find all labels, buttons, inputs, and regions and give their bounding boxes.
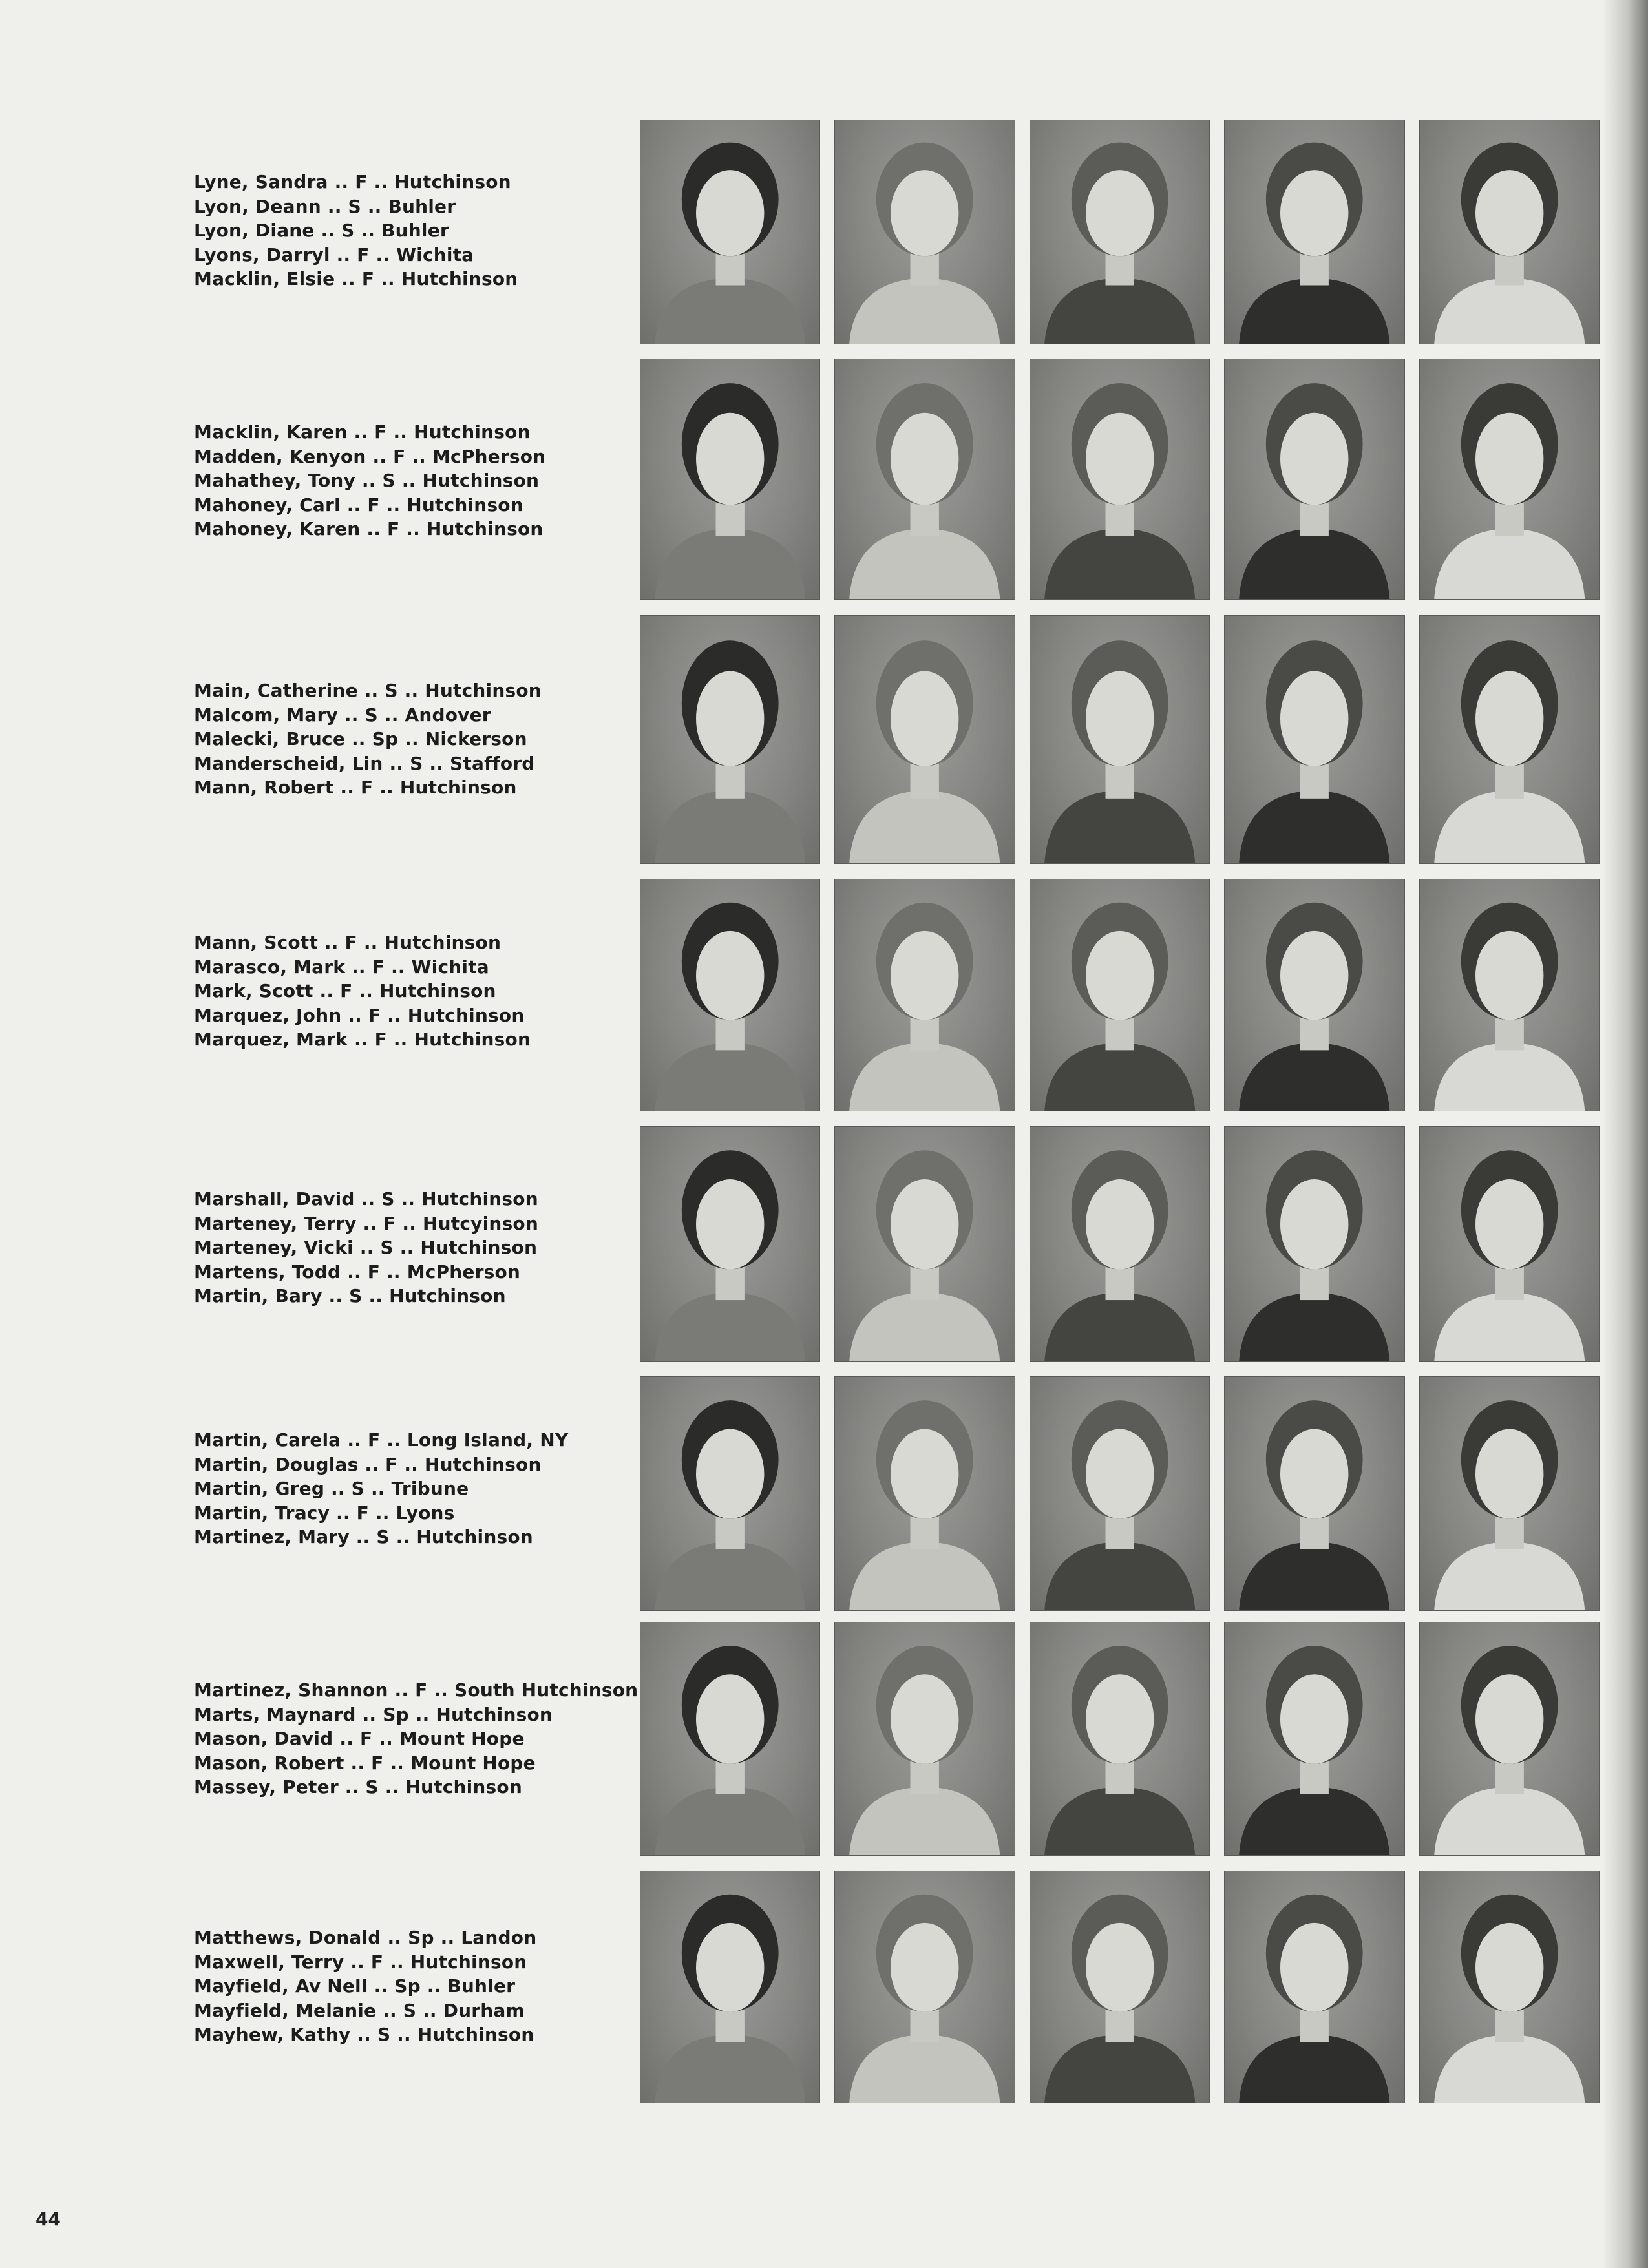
student-name: Malcom, Mary .. S .. Andover <box>194 704 491 726</box>
student-portrait <box>1419 1622 1600 1856</box>
portrait-silhouette <box>1030 1871 1209 2103</box>
student-name: Mahathey, Tony .. S .. Hutchinson <box>194 470 540 491</box>
student-name: Marquez, John .. F .. Hutchinson <box>194 1004 525 1026</box>
portrait-silhouette <box>835 616 1014 863</box>
student-name: Martin, Carela .. F .. Long Island, NY <box>194 1429 569 1451</box>
student-portrait <box>640 359 820 600</box>
student-portrait <box>1030 1622 1210 1856</box>
portrait-silhouette <box>835 1622 1014 1855</box>
portrait-silhouette <box>1225 359 1404 599</box>
name-list-row-6 <box>194 1428 633 1549</box>
portrait-silhouette <box>640 120 819 344</box>
portrait-silhouette <box>1225 1622 1404 1855</box>
student-portrait <box>1030 359 1210 600</box>
student-portrait <box>1030 1376 1210 1611</box>
student-portrait <box>1419 615 1600 864</box>
student-name: Massey, Peter .. S .. Hutchinson <box>194 1776 522 1798</box>
student-name: Marshall, David .. S .. Hutchinson <box>194 1188 538 1210</box>
student-portrait <box>640 1622 820 1856</box>
name-list-row-3 <box>194 678 633 800</box>
name-list-row-7 <box>194 1678 639 1800</box>
student-name: Mahoney, Karen .. F .. Hutchinson <box>194 518 544 540</box>
portrait-silhouette <box>1420 120 1599 344</box>
photo-row-1 <box>640 120 1600 344</box>
student-name: Lyon, Diane .. S .. Buhler <box>194 220 449 241</box>
student-portrait <box>1224 1376 1404 1611</box>
student-portrait <box>1224 879 1404 1111</box>
student-name: Mann, Robert .. F .. Hutchinson <box>194 777 517 798</box>
name-list-row-5 <box>194 1187 633 1308</box>
student-name: Madden, Kenyon .. F .. McPherson <box>194 445 546 467</box>
student-portrait <box>1030 615 1210 864</box>
student-name: Lyne, Sandra .. F .. Hutchinson <box>194 171 511 193</box>
student-portrait <box>1419 359 1600 600</box>
student-name: Lyons, Darryl .. F .. Wichita <box>194 244 474 266</box>
photo-row-5 <box>640 1126 1600 1362</box>
student-name: Macklin, Elsie .. F .. Hutchinson <box>194 268 518 289</box>
portrait-silhouette <box>835 1871 1014 2103</box>
portrait-silhouette <box>1030 616 1209 863</box>
student-portrait <box>1419 120 1600 344</box>
student-name: Martinez, Mary .. S .. Hutchinson <box>194 1526 533 1548</box>
student-portrait <box>1030 1126 1210 1362</box>
student-portrait <box>1030 1871 1210 2103</box>
portrait-silhouette <box>1030 120 1209 344</box>
student-name: Macklin, Karen .. F .. Hutchinson <box>194 421 531 443</box>
portrait-silhouette <box>640 1871 819 2103</box>
portrait-silhouette <box>1030 1127 1209 1361</box>
student-portrait <box>1224 120 1404 344</box>
student-name: Martin, Bary .. S .. Hutchinson <box>194 1285 506 1307</box>
student-name: Maxwell, Terry .. F .. Hutchinson <box>194 1951 527 1973</box>
student-portrait <box>834 615 1015 864</box>
portrait-silhouette <box>835 1377 1014 1610</box>
portrait-silhouette <box>1420 1377 1599 1610</box>
student-name: Mahoney, Carl .. F .. Hutchinson <box>194 494 523 516</box>
student-name: Marasco, Mark .. F .. Wichita <box>194 956 489 978</box>
student-portrait <box>640 1871 820 2103</box>
name-list-row-4 <box>194 930 633 1052</box>
student-portrait <box>834 359 1015 600</box>
student-name: Marteney, Vicki .. S .. Hutchinson <box>194 1237 538 1258</box>
student-portrait <box>1224 1126 1404 1362</box>
student-portrait <box>1419 1126 1600 1362</box>
student-portrait <box>640 1376 820 1611</box>
portrait-silhouette <box>835 359 1014 599</box>
student-portrait <box>640 615 820 864</box>
portrait-silhouette <box>1225 616 1404 863</box>
photo-row-2 <box>640 359 1600 600</box>
page-number: 44 <box>36 2209 61 2230</box>
portrait-silhouette <box>1420 616 1599 863</box>
binding-shadow <box>1603 0 1648 2268</box>
student-name: Mayfield, Melanie .. S .. Durham <box>194 1999 525 2021</box>
student-name: Mason, David .. F .. Mount Hope <box>194 1728 525 1749</box>
portrait-silhouette <box>1030 359 1209 599</box>
student-name: Mann, Scott .. F .. Hutchinson <box>194 932 502 953</box>
student-name: Manderscheid, Lin .. S .. Stafford <box>194 752 535 774</box>
student-name: Lyon, Deann .. S .. Buhler <box>194 195 456 217</box>
student-portrait <box>1030 879 1210 1111</box>
student-name: Martin, Douglas .. F .. Hutchinson <box>194 1453 542 1475</box>
student-portrait <box>1030 120 1210 344</box>
name-list-row-1 <box>194 170 633 291</box>
portrait-silhouette <box>1420 1127 1599 1361</box>
student-portrait <box>640 120 820 344</box>
name-list-row-8 <box>194 1926 633 2047</box>
student-portrait <box>1224 615 1404 864</box>
student-name: Martinez, Shannon .. F .. South Hutchinson <box>194 1679 639 1701</box>
portrait-silhouette <box>640 616 819 863</box>
portrait-silhouette <box>1225 879 1404 1111</box>
student-portrait <box>640 879 820 1111</box>
portrait-silhouette <box>640 359 819 599</box>
student-portrait <box>1419 1871 1600 2103</box>
portrait-silhouette <box>835 879 1014 1111</box>
student-name: Malecki, Bruce .. Sp .. Nickerson <box>194 728 527 750</box>
student-name: Mayhew, Kathy .. S .. Hutchinson <box>194 2024 534 2045</box>
portrait-silhouette <box>640 1377 819 1610</box>
student-portrait <box>834 1871 1015 2103</box>
student-name: Main, Catherine .. S .. Hutchinson <box>194 680 542 701</box>
student-portrait <box>834 1376 1015 1611</box>
student-name: Martin, Greg .. S .. Tribune <box>194 1478 469 1499</box>
portrait-silhouette <box>640 879 819 1111</box>
student-name: Matthews, Donald .. Sp .. Landon <box>194 1927 537 1948</box>
student-portrait <box>834 120 1015 344</box>
student-portrait <box>1419 1376 1600 1611</box>
student-portrait <box>640 1126 820 1362</box>
portrait-silhouette <box>1225 1127 1404 1361</box>
portrait-silhouette <box>1225 1377 1404 1610</box>
portrait-silhouette <box>1420 359 1599 599</box>
student-portrait <box>834 879 1015 1111</box>
portrait-silhouette <box>835 1127 1014 1361</box>
photo-row-6 <box>640 1376 1600 1611</box>
student-name: Mayfield, Av Nell .. Sp .. Buhler <box>194 1975 516 1997</box>
photo-row-3 <box>640 615 1600 864</box>
student-name: Marquez, Mark .. F .. Hutchinson <box>194 1029 531 1050</box>
student-name: Mason, Robert .. F .. Mount Hope <box>194 1752 536 1774</box>
student-portrait <box>1224 1622 1404 1856</box>
portrait-silhouette <box>1225 1871 1404 2103</box>
photo-row-7 <box>640 1622 1600 1856</box>
portrait-silhouette <box>1030 1377 1209 1610</box>
photo-row-8 <box>640 1871 1600 2103</box>
portrait-silhouette <box>1030 879 1209 1111</box>
student-portrait <box>1419 879 1600 1111</box>
photo-row-4 <box>640 879 1600 1111</box>
portrait-silhouette <box>835 120 1014 344</box>
portrait-silhouette <box>1420 1622 1599 1855</box>
student-portrait <box>834 1126 1015 1362</box>
portrait-silhouette <box>1225 120 1404 344</box>
student-portrait <box>834 1622 1015 1856</box>
student-portrait <box>1224 1871 1404 2103</box>
student-name: Martens, Todd .. F .. McPherson <box>194 1261 521 1283</box>
portrait-silhouette <box>1030 1622 1209 1855</box>
student-name: Marteney, Terry .. F .. Hutcyinson <box>194 1212 539 1234</box>
student-name: Mark, Scott .. F .. Hutchinson <box>194 980 496 1002</box>
portrait-silhouette <box>1420 879 1599 1111</box>
student-name: Martin, Tracy .. F .. Lyons <box>194 1502 455 1524</box>
name-list-row-2 <box>194 420 633 541</box>
portrait-silhouette <box>1420 1871 1599 2103</box>
portrait-silhouette <box>640 1127 819 1361</box>
portrait-silhouette <box>640 1622 819 1855</box>
student-portrait <box>1224 359 1404 600</box>
student-name: Marts, Maynard .. Sp .. Hutchinson <box>194 1703 553 1725</box>
